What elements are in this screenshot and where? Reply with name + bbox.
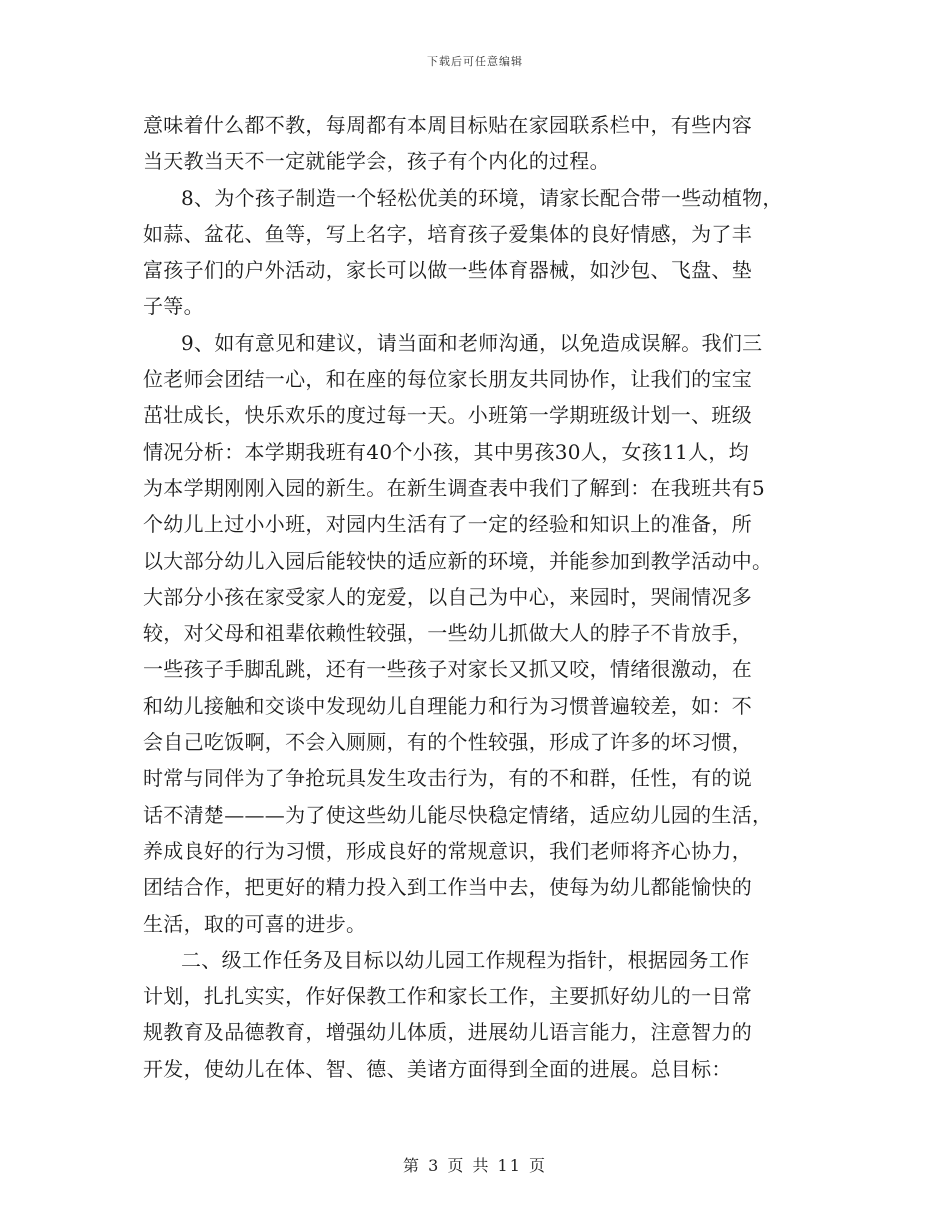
text-line: 以大部分幼儿入园后能较快的适应新的环境，并能参加到教学活动中。	[143, 548, 773, 573]
text-line: 生活，取的可喜的进步。	[143, 911, 367, 936]
page-header: 下载后可任意编辑	[427, 55, 523, 68]
text-line: 如蒜、盆花、鱼等，写上名字，培育孩子爱集体的良好情感，为了丰	[143, 221, 752, 246]
document-body	[143, 107, 823, 1087]
text-line: 8、为个孩子制造一个轻松优美的环境，请家长配合带一些动植物，	[181, 185, 783, 210]
text-line: 茁壮成长，快乐欢乐的度过每一天。小班第一学期班级计划一、班级	[143, 403, 752, 428]
text-line: 时常与同伴为了争抢玩具发生攻击行为，有的不和群，任性，有的说	[143, 766, 752, 791]
text-line: 一些孩子手脚乱跳，还有一些孩子对家长又抓又咬，情绪很激动，在	[143, 657, 752, 682]
text-line: 当天教当天不一定就能学会，孩子有个内化的过程。	[143, 149, 610, 174]
page-footer: 第 3 页 共 11 页	[403, 1156, 547, 1175]
text-line: 二、级工作任务及目标以幼儿园工作规程为指针，根据园务工作	[181, 947, 750, 972]
text-line: 情况分析：本学期我班有40个小孩，其中男孩30人，女孩11人，均	[143, 439, 749, 464]
text-line: 和幼儿接触和交谈中发现幼儿自理能力和行为习惯普遍较差，如：不	[143, 693, 752, 718]
text-line: 计划，扎扎实实，作好保教工作和家长工作，主要抓好幼儿的一日常	[143, 984, 752, 1009]
text-line: 大部分小孩在家受家人的宠爱，以自己为中心，来园时，哭闹情况多	[143, 584, 752, 609]
text-line: 富孩子们的户外活动，家长可以做一些体育器械，如沙包、飞盘、垫	[143, 258, 752, 283]
text-line: 位老师会团结一心，和在座的每位家长朋友共同协作，让我们的宝宝	[143, 367, 752, 392]
text-line: 养成良好的行为习惯，形成良好的常规意识，我们老师将齐心协力，	[143, 838, 752, 863]
text-line: 个幼儿上过小小班，对园内生活有了一定的经验和知识上的准备，所	[143, 512, 752, 537]
text-line: 团结合作，把更好的精力投入到工作当中去，使每为幼儿都能愉快的	[143, 875, 752, 900]
text-line: 话不清楚———为了使这些幼儿能尽快稳定情绪，适应幼儿园的生活，	[143, 802, 773, 827]
text-line: 会自己吃饭啊，不会入厕厕，有的个性较强，形成了许多的坏习惯，	[143, 730, 752, 755]
text-line: 开发，使幼儿在体、智、德、美诸方面得到全面的进展。总目标：	[143, 1056, 732, 1081]
text-line: 较，对父母和祖辈依赖性较强，一些幼儿抓做大人的脖子不肯放手，	[143, 621, 752, 646]
text-line: 意味着什么都不教，每周都有本周目标贴在家园联系栏中，有些内容	[143, 113, 752, 137]
text-line: 子等。	[143, 294, 204, 319]
text-line: 规教育及品德教育，增强幼儿体质，进展幼儿语言能力，注意智力的	[143, 1020, 752, 1045]
text-line: 9、如有意见和建议，请当面和老师沟通，以免造成误解。我们三	[181, 330, 763, 355]
text-line: 为本学期刚刚入园的新生。在新生调查表中我们了解到：在我班共有5	[143, 475, 766, 500]
